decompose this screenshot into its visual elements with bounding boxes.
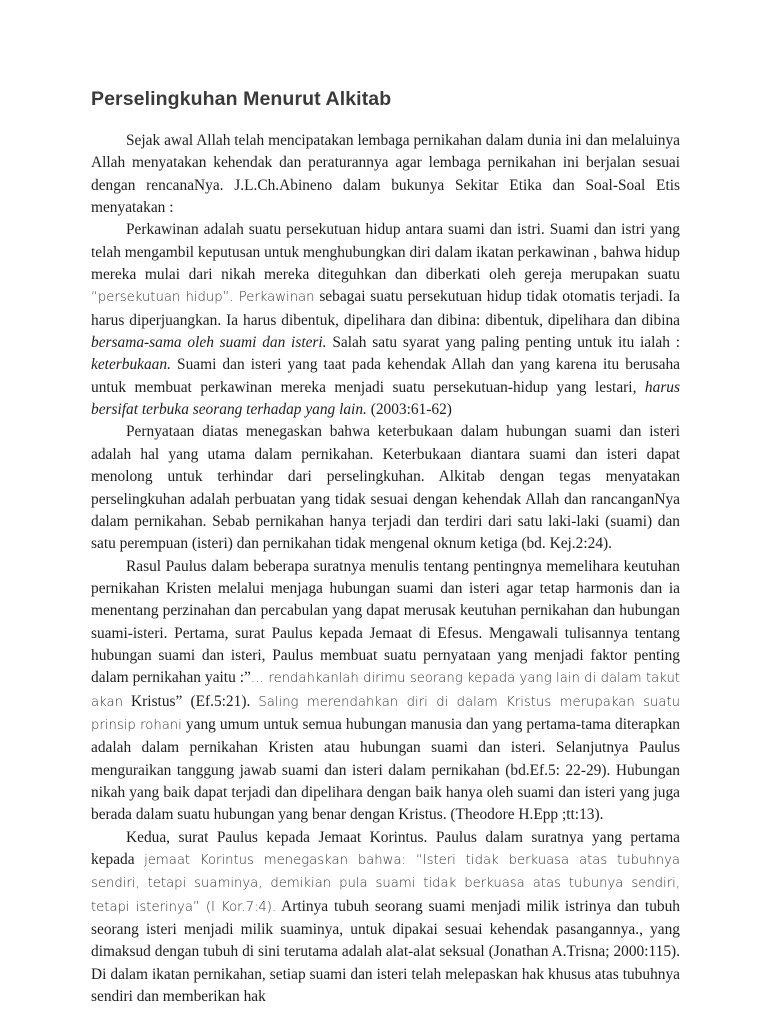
italic-run: bersama-sama oleh suami dan isteri. [91,334,327,352]
text-run: Rasul Paulus dalam beberapa suratnya menulis tentang pentingnya memelihara keutuhan pernikahan Kristen melalui menjaga hubungan suami dan isteri agar tetap harmonis dan ia menentang perzinahan dan percabulan yang dapat merusak keutuhan pernikahan dan hubungan suami-isteri. Pertama, surat Paulus kepada Jemaat di Efesus. Mengawali tulisannya tentang hubungan suami dan isteri, Paulus membuat suatu pernyataan yang menjadi faktor penting dalam pernikahan yaitu :” [91,557,680,687]
paragraph-intro [91,130,680,219]
text-run-alt-font: “persekutuan hidup”. Perkawinan [91,290,315,306]
text-run: Perkawinan adalah suatu persekutuan hidup antara suami dan istri. Suami dan istri yang telah mengambil keputusan untuk menghubungkan diri dalam ikatan perkawinan , bahwa hidup mereka mulai dari nikah mereka diteguhkan dan diberkati oleh gereja merupakan suatu [91,221,680,284]
text-run: Kristus” (Ef.5:21). [122,692,259,710]
text-run-alt-font: jemaat Korintus menegaskan bahwa: “Isteri tidak berkuasa atas tubuhnya sendiri, tetapi suaminya, demikian pula suami tidak berkuasa atas tubunya sendiri, tetapi isterinya” (I Kor.7:4). [91,853,680,915]
paragraph-paulus-korintus [91,827,680,1009]
text-run: Suami dan isteri yang taat pada kehendak Allah dan yang karena itu berusaha untuk membuat perkawinan mereka menjadi suatu persekutuan-hidup yang lestari, [91,356,680,396]
text-run: sebagai suatu persekutuan hidup tidak otomatis terjadi. Ia harus diperjuangkan. Ia harus dibentuk, dipelihara dan dibina: dibentuk, dipelihara dan dibina [91,288,680,329]
text-run-alt-font: … rendahkanlah dirimu seorang kepada yang lain di dalam takut akan [91,671,680,710]
text-run: (2003:61-62) [366,401,452,419]
paragraph-intro-text: Sejak awal Allah telah mencipatakan lembaga pernikahan dalam dunia ini dan melaluinya Allah menyatakan kehendak dan peraturannya agar lembaga pernikahan ini berjalan sesuai dengan rencanaNya. J.L.Ch.Abineno dalam bukunya Sekitar Etika dan Soal-Soal Etis menyatakan : [91,132,680,217]
page-title: Perselingkuhan Menurut Alkitab [91,88,392,110]
text-run: Kedua, surat Paulus kepada Jemaat Korintus. Paulus dalam suratnya yang pertama kepada [91,828,680,868]
text-run: yang umum untuk semua hubungan manusia dan yang pertama-tama diterapkan adalah dalam pernikahan Kristen atau hubungan suami dan isteri. Selanjutnya Paulus menguraikan tanggung jawab suami dan isteri dalam pernikahan (bd.Ef.5: 22-29). Hubungan nikah yang baik dapat terjadi dan dipelihara dengan baik hanya oleh suami dan isteri yang juga berada dalam suatu hubungan yang benar dengan Kristus. (Theodore H.Epp ;tt:13). [91,715,681,824]
paragraph-statement [91,421,680,555]
text-run: Salah satu syarat yang paling penting untuk itu ialah : [326,334,680,352]
italic-run: keterbukaan. [91,356,171,374]
paragraph-statement-text: Pernyataan diatas menegaskan bahwa keterbukaan dalam hubungan suami dan isteri adalah hal yang utama dalam pernikahan. Keterbukaan diantara suami dan isteri dapat menolong untuk terhindar dari perselingkuhan. Alkitab dengan tegas menyatakan perselingkuhan adalah perbuatan yang tidak sesuai dengan kehendak Allah dan rancanganNya dalam pernikahan. Sebab pernikahan hanya terjadi dan terdiri dari satu laki-laki (suami) dan satu perempuan (isteri) dan pernikahan tidak mengenal oknum ketiga (bd. Kej.2:24). [91,423,680,553]
text-run-alt-font: Saling merendahkan diri di dalam Kristus merupakan suatu prinsip rohani [91,694,680,733]
paragraph-paulus-efesus [91,556,680,827]
italic-run: harus bersifat terbuka seorang terhadap yang lain. [91,378,680,419]
paragraph-quote-abineno [91,219,680,421]
text-run: Artinya tubuh seorang suami menjadi milik istrinya dan tubuh seorang isteri menjadi milik suaminya, untuk dipakai sesuai kehendak pasangannya., yang dimaksud dengan tubuh di sini terutama adalah alat-alat seksual (Jonathan A.Trisna; 2000:115). Di dalam ikatan pernikahan, setiap suami dan isteri telah melepaskan hak khusus atas tubuhnya sendiri dan memberikan hak [91,897,680,1006]
